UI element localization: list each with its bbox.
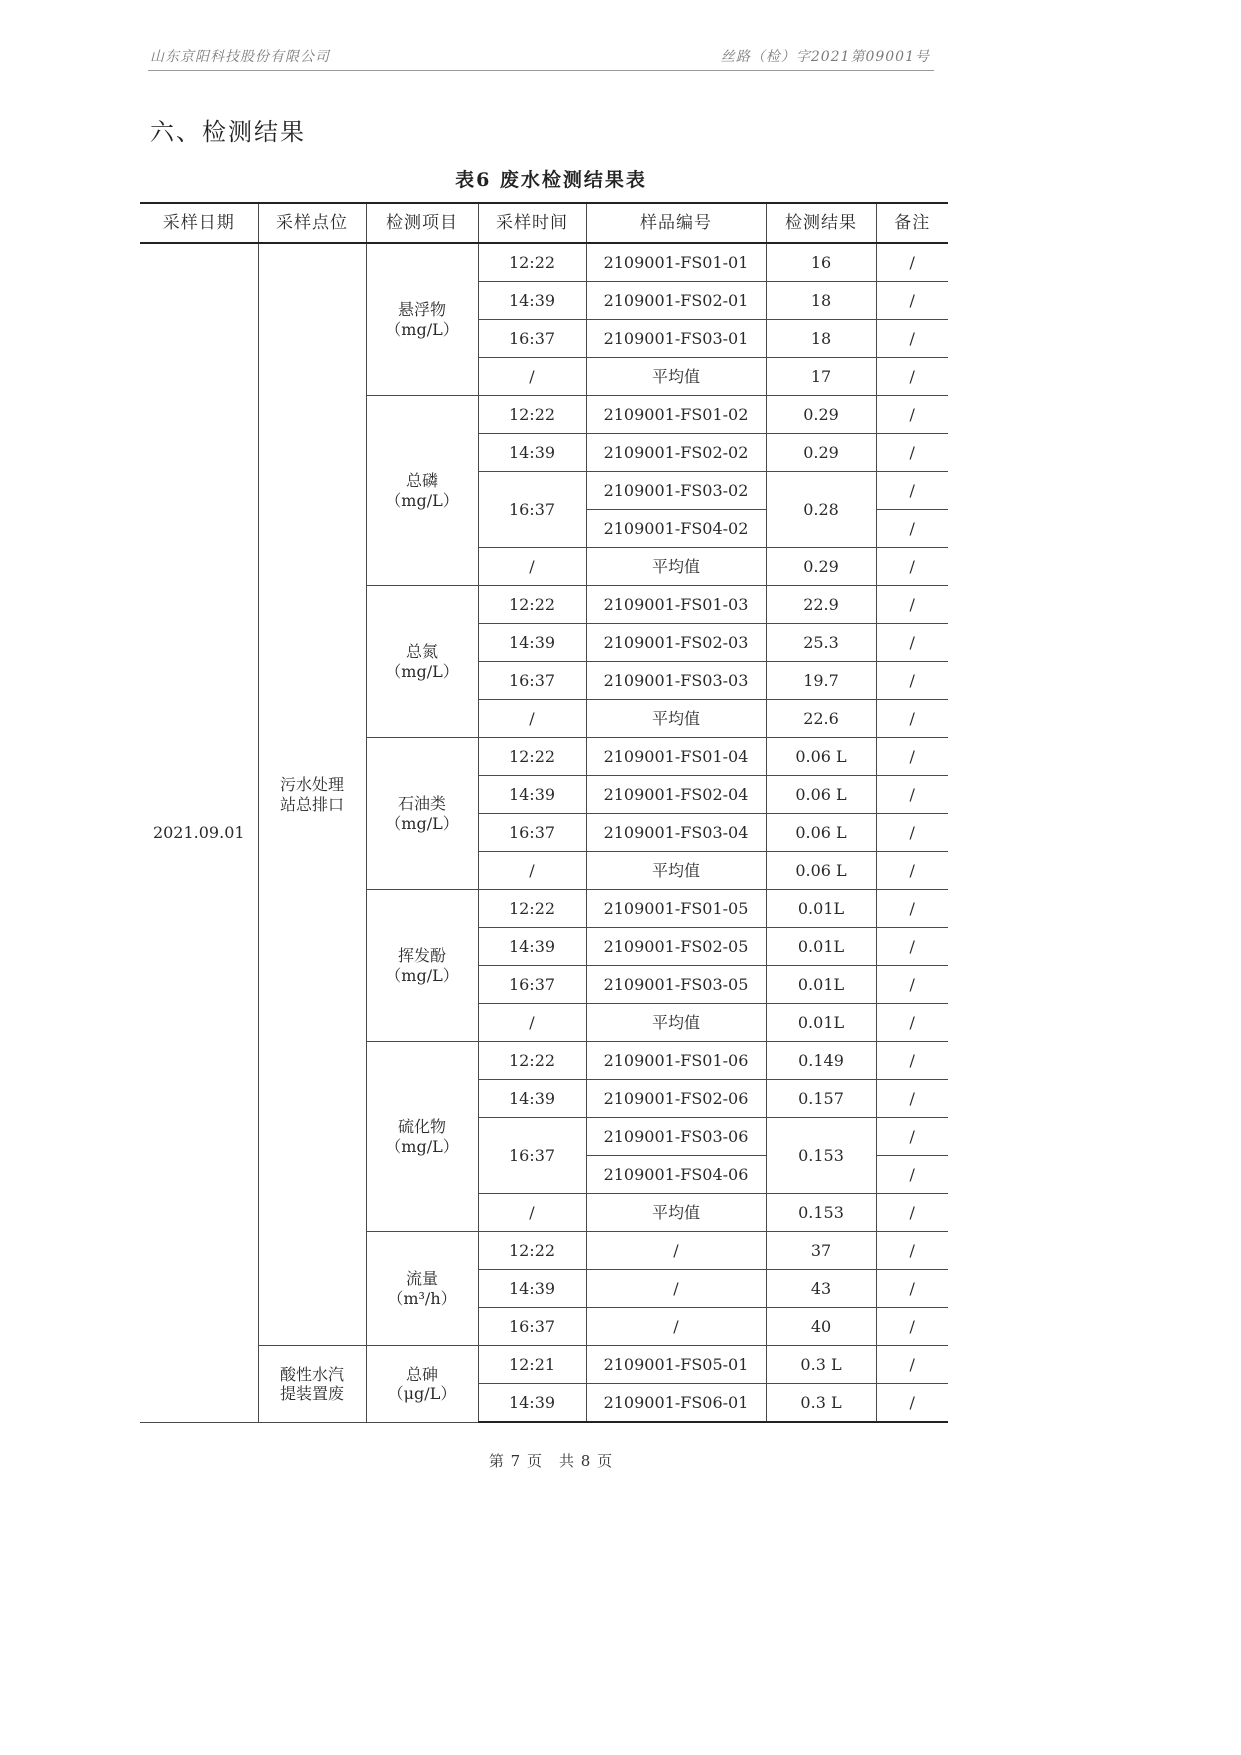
remark-cell: / [876,472,948,510]
remark-cell: / [876,1346,948,1384]
result-cell: 0.3 L [766,1384,876,1423]
sampling-time-cell: / [478,1194,586,1232]
sample-number-cell: 平均值 [586,1004,766,1042]
remark-cell: / [876,1308,948,1346]
remark-cell: / [876,282,948,320]
remark-cell: / [876,1384,948,1423]
remark-cell: / [876,586,948,624]
result-cell: 17 [766,358,876,396]
result-cell: 0.28 [766,472,876,548]
result-cell: 0.01L [766,928,876,966]
sampling-time-cell: 14:39 [478,434,586,472]
sample-number-cell: 2109001-FS03-01 [586,320,766,358]
remark-cell: / [876,1118,948,1156]
result-cell: 0.01L [766,890,876,928]
column-header: 样品编号 [586,203,766,243]
sampling-time-cell: 16:37 [478,1308,586,1346]
column-header: 采样时间 [478,203,586,243]
result-cell: 0.29 [766,396,876,434]
sample-number-cell: 2109001-FS06-01 [586,1384,766,1423]
remark-cell: / [876,1194,948,1232]
test-item-cell: 流量 （m³/h） [366,1232,478,1346]
result-cell: 0.157 [766,1080,876,1118]
sample-number-cell: 2109001-FS03-05 [586,966,766,1004]
test-item-cell: 挥发酚 （mg/L） [366,890,478,1042]
result-cell: 0.06 L [766,814,876,852]
section-title: 六、检测结果 [150,118,306,146]
header-divider [148,70,934,71]
test-item-cell: 总氮 （mg/L） [366,586,478,738]
sampling-time-cell: 14:39 [478,928,586,966]
result-cell: 0.153 [766,1118,876,1194]
sample-number-cell: 2109001-FS01-05 [586,890,766,928]
remark-cell: / [876,738,948,776]
column-header: 采样点位 [258,203,366,243]
result-cell: 18 [766,320,876,358]
sampling-time-cell: 14:39 [478,282,586,320]
sampling-time-cell: 12:22 [478,586,586,624]
remark-cell: / [876,662,948,700]
result-cell: 0.06 L [766,738,876,776]
table-row [140,1346,948,1384]
column-header: 备注 [876,203,948,243]
test-item-cell: 总磷 （mg/L） [366,396,478,586]
sample-number-cell: 2109001-FS02-01 [586,282,766,320]
sampling-time-cell: 14:39 [478,1270,586,1308]
remark-cell: / [876,243,948,282]
test-item-cell: 悬浮物 （mg/L） [366,243,478,396]
sampling-time-cell: 16:37 [478,662,586,700]
remark-cell: / [876,1042,948,1080]
result-cell: 16 [766,243,876,282]
sample-number-cell: 2109001-FS02-06 [586,1080,766,1118]
sample-number-cell: 平均值 [586,852,766,890]
remark-cell: / [876,1156,948,1194]
sampling-time-cell: 14:39 [478,1384,586,1423]
sampling-time-cell: 14:39 [478,1080,586,1118]
result-cell: 0.01L [766,966,876,1004]
sampling-time-cell: / [478,700,586,738]
sample-number-cell: 2109001-FS04-02 [586,510,766,548]
result-cell: 40 [766,1308,876,1346]
header-report-number: 丝路（检）字2021第09001号 [720,49,930,65]
remark-cell: / [876,966,948,1004]
sample-number-cell: 2109001-FS01-01 [586,243,766,282]
sample-number-cell: 2109001-FS02-02 [586,434,766,472]
sampling-time-cell: 16:37 [478,814,586,852]
sampling-time-cell: 12:22 [478,396,586,434]
sampling-time-cell: 12:22 [478,1042,586,1080]
remark-cell: / [876,624,948,662]
result-cell: 18 [766,282,876,320]
remark-cell: / [876,700,948,738]
remark-cell: / [876,1232,948,1270]
sample-number-cell: 平均值 [586,548,766,586]
remark-cell: / [876,890,948,928]
column-header: 检测项目 [366,203,478,243]
header-company: 山东京阳科技股份有限公司 [150,49,330,65]
sampling-time-cell: 16:37 [478,320,586,358]
remark-cell: / [876,510,948,548]
result-cell: 0.3 L [766,1346,876,1384]
sample-number-cell: 2109001-FS02-03 [586,624,766,662]
sample-number-cell: 2109001-FS02-05 [586,928,766,966]
remark-cell: / [876,548,948,586]
sample-number-cell: 2109001-FS05-01 [586,1346,766,1384]
result-cell: 0.01L [766,1004,876,1042]
result-cell: 22.6 [766,700,876,738]
sampling-time-cell: 12:21 [478,1346,586,1384]
remark-cell: / [876,776,948,814]
sampling-time-cell: 14:39 [478,624,586,662]
sample-date-cell: 2021.09.01 [140,243,258,1422]
sampling-time-cell: 12:22 [478,1232,586,1270]
remark-cell: / [876,1080,948,1118]
page-footer: 第 7 页 共 8 页 [488,1452,614,1470]
remark-cell: / [876,928,948,966]
result-cell: 25.3 [766,624,876,662]
sampling-time-cell: 12:22 [478,738,586,776]
table-body [140,243,948,1422]
remark-cell: / [876,396,948,434]
sample-number-cell: 平均值 [586,1194,766,1232]
table-caption: 表6 废水检测结果表 [455,169,647,191]
table-row [140,243,948,282]
column-header: 检测结果 [766,203,876,243]
result-cell: 0.149 [766,1042,876,1080]
sampling-time-cell: / [478,548,586,586]
result-cell: 0.29 [766,434,876,472]
result-cell: 0.29 [766,548,876,586]
sample-number-cell: 2109001-FS01-04 [586,738,766,776]
wastewater-results-table [140,202,948,1423]
sample-number-cell: 平均值 [586,358,766,396]
result-cell: 0.153 [766,1194,876,1232]
sampling-time-cell: 12:22 [478,890,586,928]
remark-cell: / [876,434,948,472]
sampling-point-cell: 污水处理 站总排口 [258,243,366,1346]
sampling-time-cell: 16:37 [478,1118,586,1194]
remark-cell: / [876,320,948,358]
sampling-point-cell: 酸性水汽 提装置废 [258,1346,366,1423]
sample-number-cell: 2109001-FS03-02 [586,472,766,510]
result-cell: 43 [766,1270,876,1308]
sample-number-cell: 2109001-FS01-02 [586,396,766,434]
sampling-time-cell: / [478,358,586,396]
result-cell: 19.7 [766,662,876,700]
sampling-time-cell: / [478,1004,586,1042]
remark-cell: / [876,852,948,890]
test-item-cell: 总砷 （μg/L） [366,1346,478,1423]
sample-number-cell: 2109001-FS03-03 [586,662,766,700]
sample-number-cell: 平均值 [586,700,766,738]
sampling-time-cell: 14:39 [478,776,586,814]
sample-number-cell: 2109001-FS02-04 [586,776,766,814]
sample-number-cell: 2109001-FS03-06 [586,1118,766,1156]
sampling-time-cell: / [478,852,586,890]
result-cell: 0.06 L [766,776,876,814]
result-cell: 37 [766,1232,876,1270]
sample-number-cell: / [586,1308,766,1346]
test-item-cell: 硫化物 （mg/L） [366,1042,478,1232]
remark-cell: / [876,358,948,396]
remark-cell: / [876,1004,948,1042]
result-cell: 0.06 L [766,852,876,890]
result-cell: 22.9 [766,586,876,624]
remark-cell: / [876,1270,948,1308]
sample-number-cell: 2109001-FS03-04 [586,814,766,852]
sampling-time-cell: 12:22 [478,243,586,282]
sample-number-cell: 2109001-FS01-03 [586,586,766,624]
remark-cell: / [876,814,948,852]
table-header-row [140,203,948,243]
sampling-time-cell: 16:37 [478,966,586,1004]
sample-number-cell: / [586,1232,766,1270]
sample-number-cell: 2109001-FS01-06 [586,1042,766,1080]
sample-number-cell: 2109001-FS04-06 [586,1156,766,1194]
sampling-time-cell: 16:37 [478,472,586,548]
test-item-cell: 石油类 （mg/L） [366,738,478,890]
column-header: 采样日期 [140,203,258,243]
sample-number-cell: / [586,1270,766,1308]
